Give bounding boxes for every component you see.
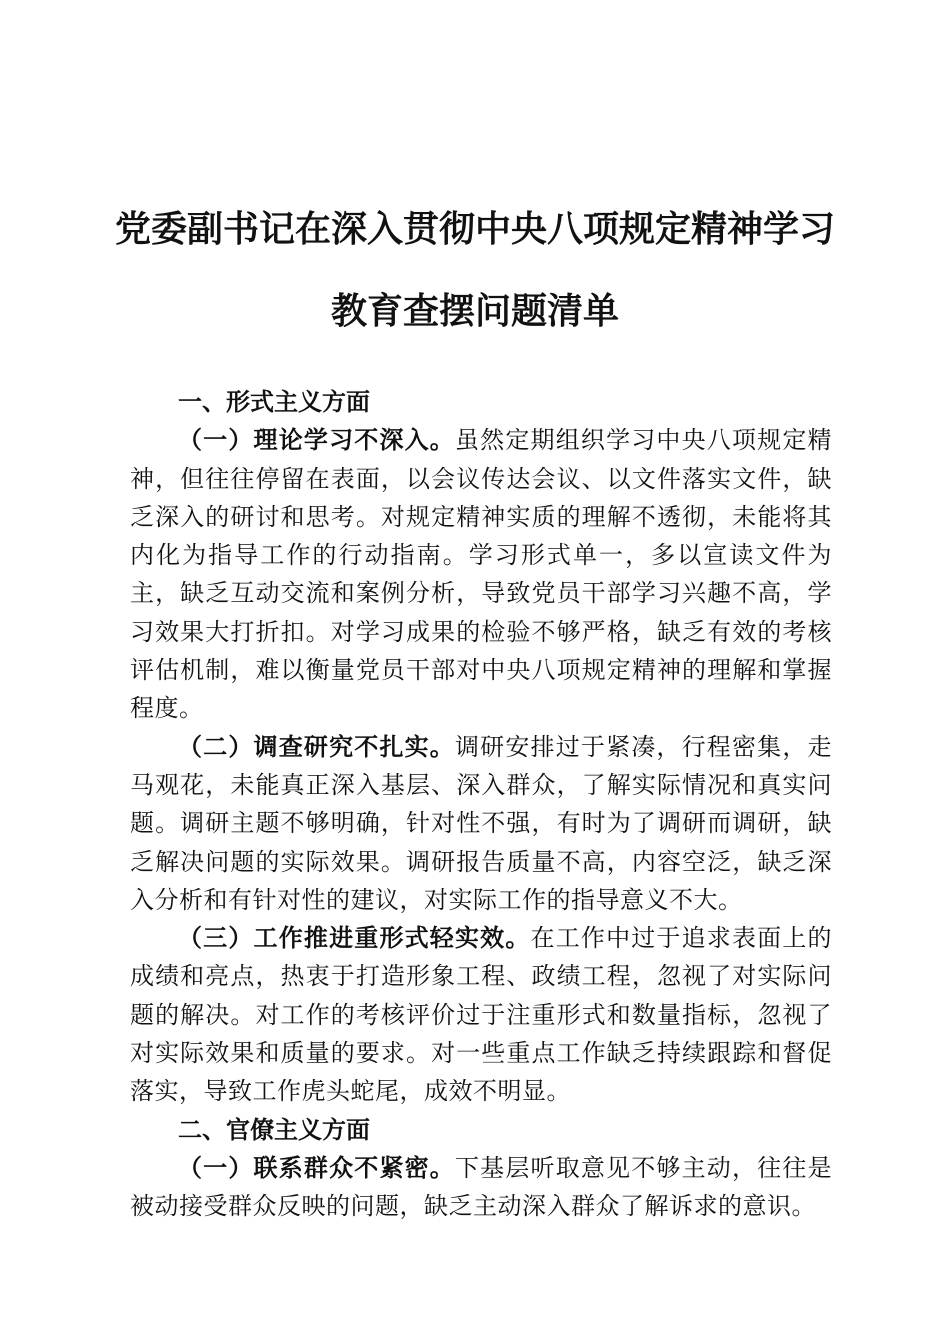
paragraph-text: 虽然定期组织学习中央八项规定精神，但往往停留在表面，以会议传达会议、以文件落实文件，缺乏深入的研讨和思考。对规定精神实质的理解不透彻，未能将其内化为指导工作的行动指南。学习形式单一，多以宣读文件为主，缺乏互动交流和案例分析，导致党员干部学习兴趣不高，学习效果大打折扣。对学习成果的检验不够严格，缺乏有效的考核评估机制，难以衡量党员干部对中央八项规定精神的理解和掌握程度。 [130,426,833,723]
document-body [130,383,832,1226]
paragraph-lead: （三）工作推进重形式轻实效。 [178,924,531,953]
section-heading-formalism: 一、形式主义方面 [178,388,370,416]
paragraph-work-progress [130,919,832,1110]
paragraph-lead: （一）理论学习不深入。 [178,426,455,455]
paragraph-lead: （一）联系群众不紧密。 [178,1153,455,1182]
section-heading-bureaucratism: 二、官僚主义方面 [178,1115,370,1144]
paragraph-contact-masses [130,1149,832,1226]
document-title [110,188,840,352]
document-title-line-1: 党委副书记在深入贯彻中央八项规定精神学习 [114,208,835,250]
paragraph-theory-study [130,421,832,727]
paragraph-investigation [130,728,832,919]
paragraph-text: 调研安排过于紧凑，行程密集，走马观花，未能真正深入基层、深入群众，了解实际情况和真实问题。调研主题不够明确，针对性不强，有时为了调研而调研，缺乏解决问题的实际效果。调研报告质量不高，内容空泛，缺乏深入分析和有针对性的建议，对实际工作的指导意义不大。 [130,732,833,914]
paragraph-lead: （二）调查研究不扎实。 [178,732,455,761]
document-title-line-2: 教育查摆问题清单 [330,290,619,332]
paragraph-text: 在工作中过于追求表面上的成绩和亮点，热衷于打造形象工程、政绩工程，忽视了对实际问题的解决。对工作的考核评价过于注重形式和数量指标，忽视了对实际效果和质量的要求。对一些重点工作缺乏持续跟踪和督促落实，导致工作虎头蛇尾，成效不明显。 [130,924,833,1106]
paragraph-text: 下基层听取意见不够主动，往往是被动接受群众反映的问题，缺乏主动深入群众了解诉求的意识。 [130,1153,833,1221]
